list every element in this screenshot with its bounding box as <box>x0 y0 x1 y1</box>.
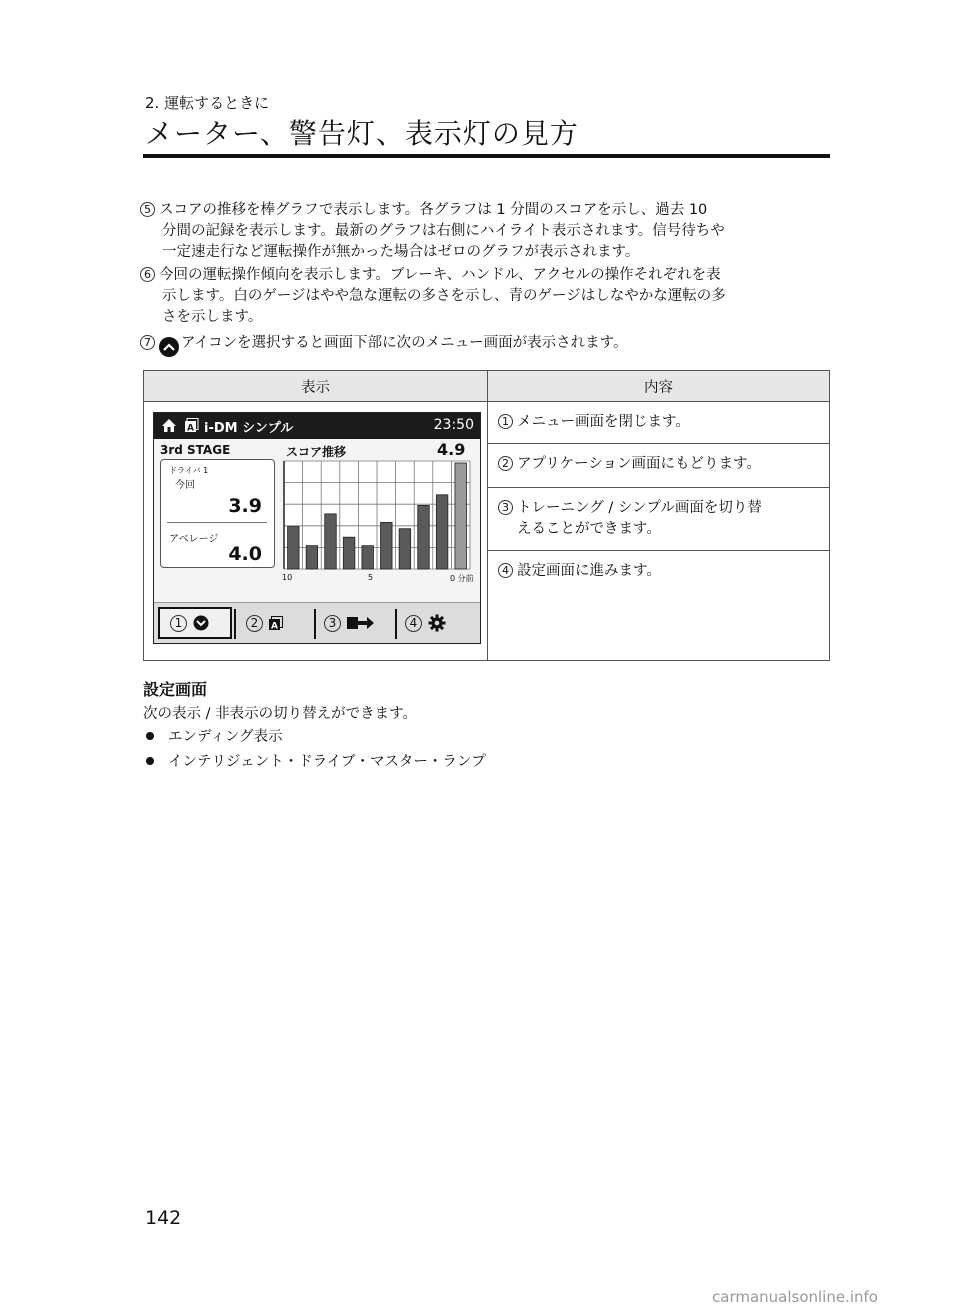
svg-text:A: A <box>271 621 278 631</box>
section-label: 2. 運転するときに <box>145 94 270 112</box>
highlight-bar <box>455 463 467 569</box>
para-line: 一定速走行など運転操作が無かった場合はゼロのグラフが表示されます。 <box>162 244 640 260</box>
para-line: さを示します。 <box>162 309 263 325</box>
desc-text: アプリケーション画面にもどります。 <box>517 456 761 472</box>
menu-desc-2 <box>488 444 830 488</box>
chevron-up-icon <box>159 337 179 357</box>
score-bar <box>381 522 393 569</box>
bullet-dot <box>146 732 154 740</box>
desc-text: 設定画面に進みます。 <box>517 563 661 579</box>
title-rule <box>143 154 830 158</box>
gear-icon <box>428 614 446 632</box>
app-a-icon <box>269 616 283 631</box>
menu-table <box>143 370 830 661</box>
circled-number: 6 <box>140 267 155 282</box>
button-number: 4 <box>405 615 422 632</box>
menu-desc-3 <box>488 488 830 551</box>
bullet-dot <box>146 757 154 765</box>
menu-desc-4 <box>488 551 830 661</box>
button-divider <box>395 609 397 639</box>
close-menu-button[interactable] <box>158 607 232 639</box>
screen-time: 23:50 <box>433 417 474 433</box>
button-divider <box>234 609 236 639</box>
x-tick-label: 10 <box>282 573 293 582</box>
screen-image-cell <box>144 402 488 661</box>
button-divider <box>314 609 316 639</box>
score-bar <box>362 546 374 569</box>
circled-number: 5 <box>140 202 155 217</box>
page-title: メーター、警告灯、表示灯の見方 <box>145 117 579 150</box>
current-label: 今回 <box>175 480 195 491</box>
score-bar <box>325 514 337 569</box>
table-header-content: 内容 <box>488 371 830 402</box>
list-item <box>143 750 486 771</box>
score-bar <box>436 495 448 569</box>
switch-screen-button[interactable] <box>324 607 375 639</box>
button-number: 3 <box>324 615 341 632</box>
x-tick-label: 5 <box>368 573 374 582</box>
list-item <box>143 725 283 746</box>
circled-number: 1 <box>498 414 513 429</box>
switch-arrow-icon <box>347 616 375 630</box>
driver-label: ドライバ 1 <box>169 466 209 475</box>
screen-title-bar <box>154 413 480 439</box>
para-line: アイコンを選択すると画面下部に次のメニュー画面が表示されます。 <box>181 335 628 351</box>
circled-number: 7 <box>140 335 155 350</box>
paragraph-7 <box>140 333 832 357</box>
svg-text:A: A <box>187 423 194 433</box>
score-bar <box>418 505 430 569</box>
screen-title: i-DM シンプル <box>204 421 294 436</box>
current-score: 3.9 <box>228 495 262 517</box>
settings-button[interactable] <box>405 607 446 639</box>
home-icon <box>161 418 177 433</box>
table-header-display: 表示 <box>144 371 488 402</box>
settings-description: 次の表示 / 非表示の切り替えができます。 <box>143 706 417 722</box>
para-line: 示します。白のゲージはやや急な運転の多さを示し、青のゲージはしなやかな運転の多 <box>162 288 726 304</box>
para-line: スコアの推移を棒グラフで表示します。各グラフは 1 分間のスコアを示し、過去 10 <box>159 202 708 218</box>
score-bar <box>399 529 411 569</box>
stage-label: 3rd STAGE <box>160 443 231 457</box>
page-number: 142 <box>145 1207 182 1229</box>
button-number: 1 <box>170 615 187 632</box>
circled-number: 3 <box>498 500 513 515</box>
app-a-icon <box>184 418 199 433</box>
score-bar <box>306 546 318 569</box>
desc-text: えることができます。 <box>517 521 661 537</box>
menu-button-bar <box>154 602 480 644</box>
paragraph-6 <box>140 265 832 328</box>
list-item-text: エンディング表示 <box>168 729 283 745</box>
score-trend-label: スコア推移 <box>286 445 347 459</box>
x-tick-label: 0 分前 <box>450 574 474 583</box>
idm-screen <box>153 412 481 644</box>
score-bar <box>288 527 300 569</box>
latest-score: 4.9 <box>437 440 466 459</box>
desc-text: トレーニング / シンプル画面を切り替 <box>517 500 762 516</box>
list-item-text: インテリジェント・ドライブ・マスター・ランプ <box>168 754 486 770</box>
score-bar <box>343 537 355 569</box>
menu-desc-1 <box>488 402 830 444</box>
para-line: 今回の運転操作傾向を表示します。ブレーキ、ハンドル、アクセルの操作それぞれを表 <box>159 267 721 283</box>
settings-heading: 設定画面 <box>143 680 208 699</box>
button-number: 2 <box>246 615 263 632</box>
paragraph-5 <box>140 200 832 263</box>
average-label: アベレージ <box>169 534 219 545</box>
desc-text: メニュー画面を閉じます。 <box>517 414 690 430</box>
application-button[interactable] <box>246 607 283 639</box>
circled-number: 4 <box>498 563 513 578</box>
score-divider <box>167 522 267 523</box>
circled-number: 2 <box>498 456 513 471</box>
watermark: carmanualsonline.info <box>712 1288 878 1306</box>
score-box <box>160 459 275 568</box>
score-bar-chart <box>278 457 476 572</box>
para-line: 分間の記録を表示します。最新のグラフは右側にハイライト表示されます。信号待ちや <box>162 223 725 239</box>
average-score: 4.0 <box>228 543 262 565</box>
chevron-down-icon <box>193 615 209 631</box>
